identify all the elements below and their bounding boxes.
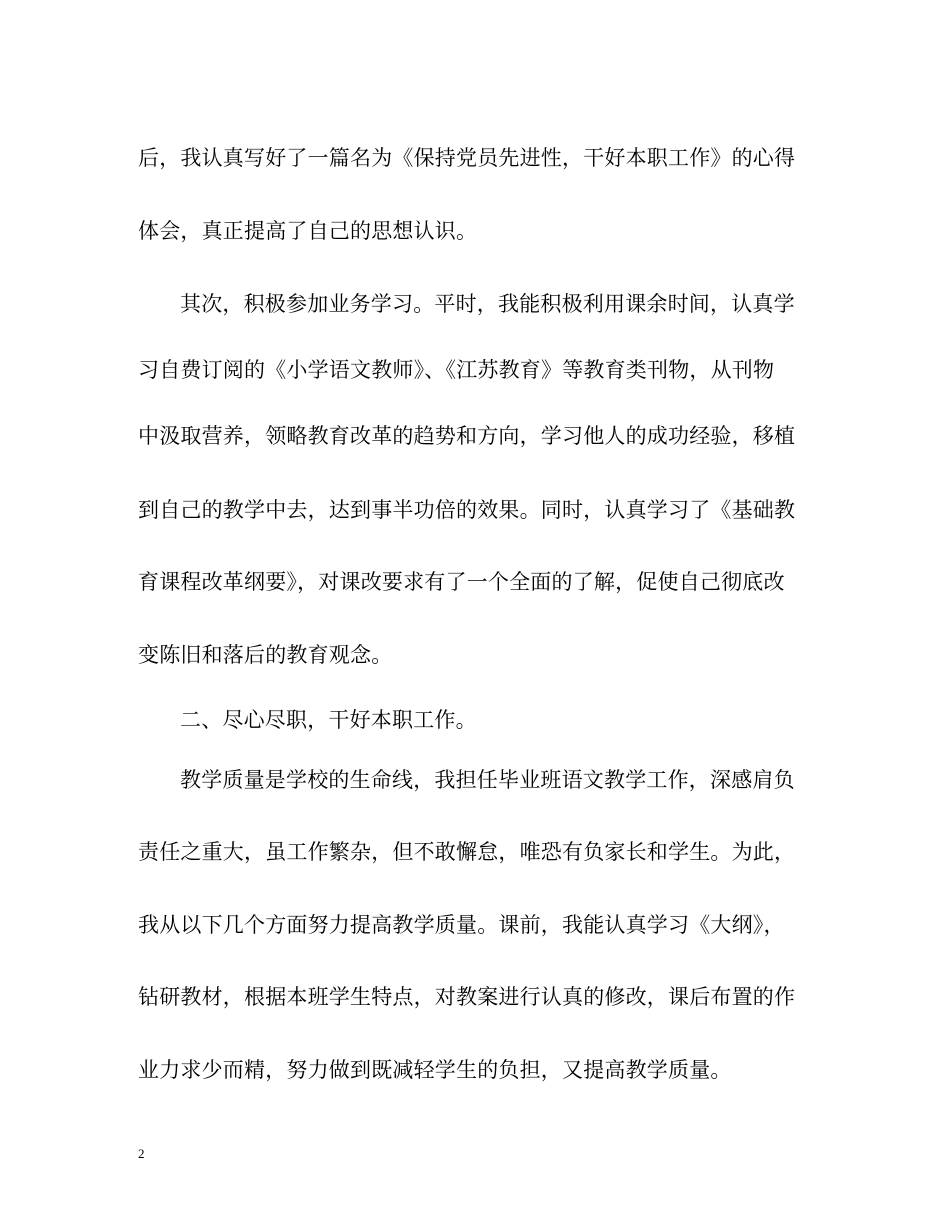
text-line: 育课程改革纲要》，对课改要求有了一个全面的了解，促使自己彻底改 (138, 570, 785, 594)
text-line: 业力求少而精，努力做到既减轻学生的负担，又提高教学质量。 (138, 1058, 732, 1082)
section-heading: 二、尽心尽职，干好本职工作。 (180, 708, 477, 732)
page-number: 2 (138, 1146, 145, 1161)
text-line: 体会，真正提高了自己的思想认识。 (138, 219, 478, 243)
text-line: 习自费订阅的《小学语文教师》、《江苏教育》等教育类刊物，从刊物 (138, 358, 775, 382)
text-line: 后，我认真写好了一篇名为《保持党员先进性，干好本职工作》的心得 (138, 146, 796, 170)
text-line: 中汲取营养，领略教育改革的趋势和方向，学习他人的成功经验，移植 (138, 424, 796, 448)
text-line: 钻研教材，根据本班学生特点，对教案进行认真的修改，课后布置的作 (138, 985, 796, 1009)
paragraph-start-line: 教学质量是学校的生命线，我担任毕业班语文教学工作，深感肩负 (180, 768, 795, 792)
text-line: 我从以下几个方面努力提高教学质量。课前，我能认真学习《大纲》， (138, 913, 785, 937)
text-line: 到自己的教学中去，达到事半功倍的效果。同时，认真学习了《基础教 (138, 498, 796, 522)
paragraph-start-line: 其次，积极参加业务学习。平时，我能积极利用课余时间，认真学 (180, 292, 795, 316)
text-line: 变陈旧和落后的教育观念。 (138, 643, 393, 667)
text-line: 责任之重大，虽工作繁杂，但不敢懈怠，唯恐有负家长和学生。为此， (138, 840, 796, 864)
